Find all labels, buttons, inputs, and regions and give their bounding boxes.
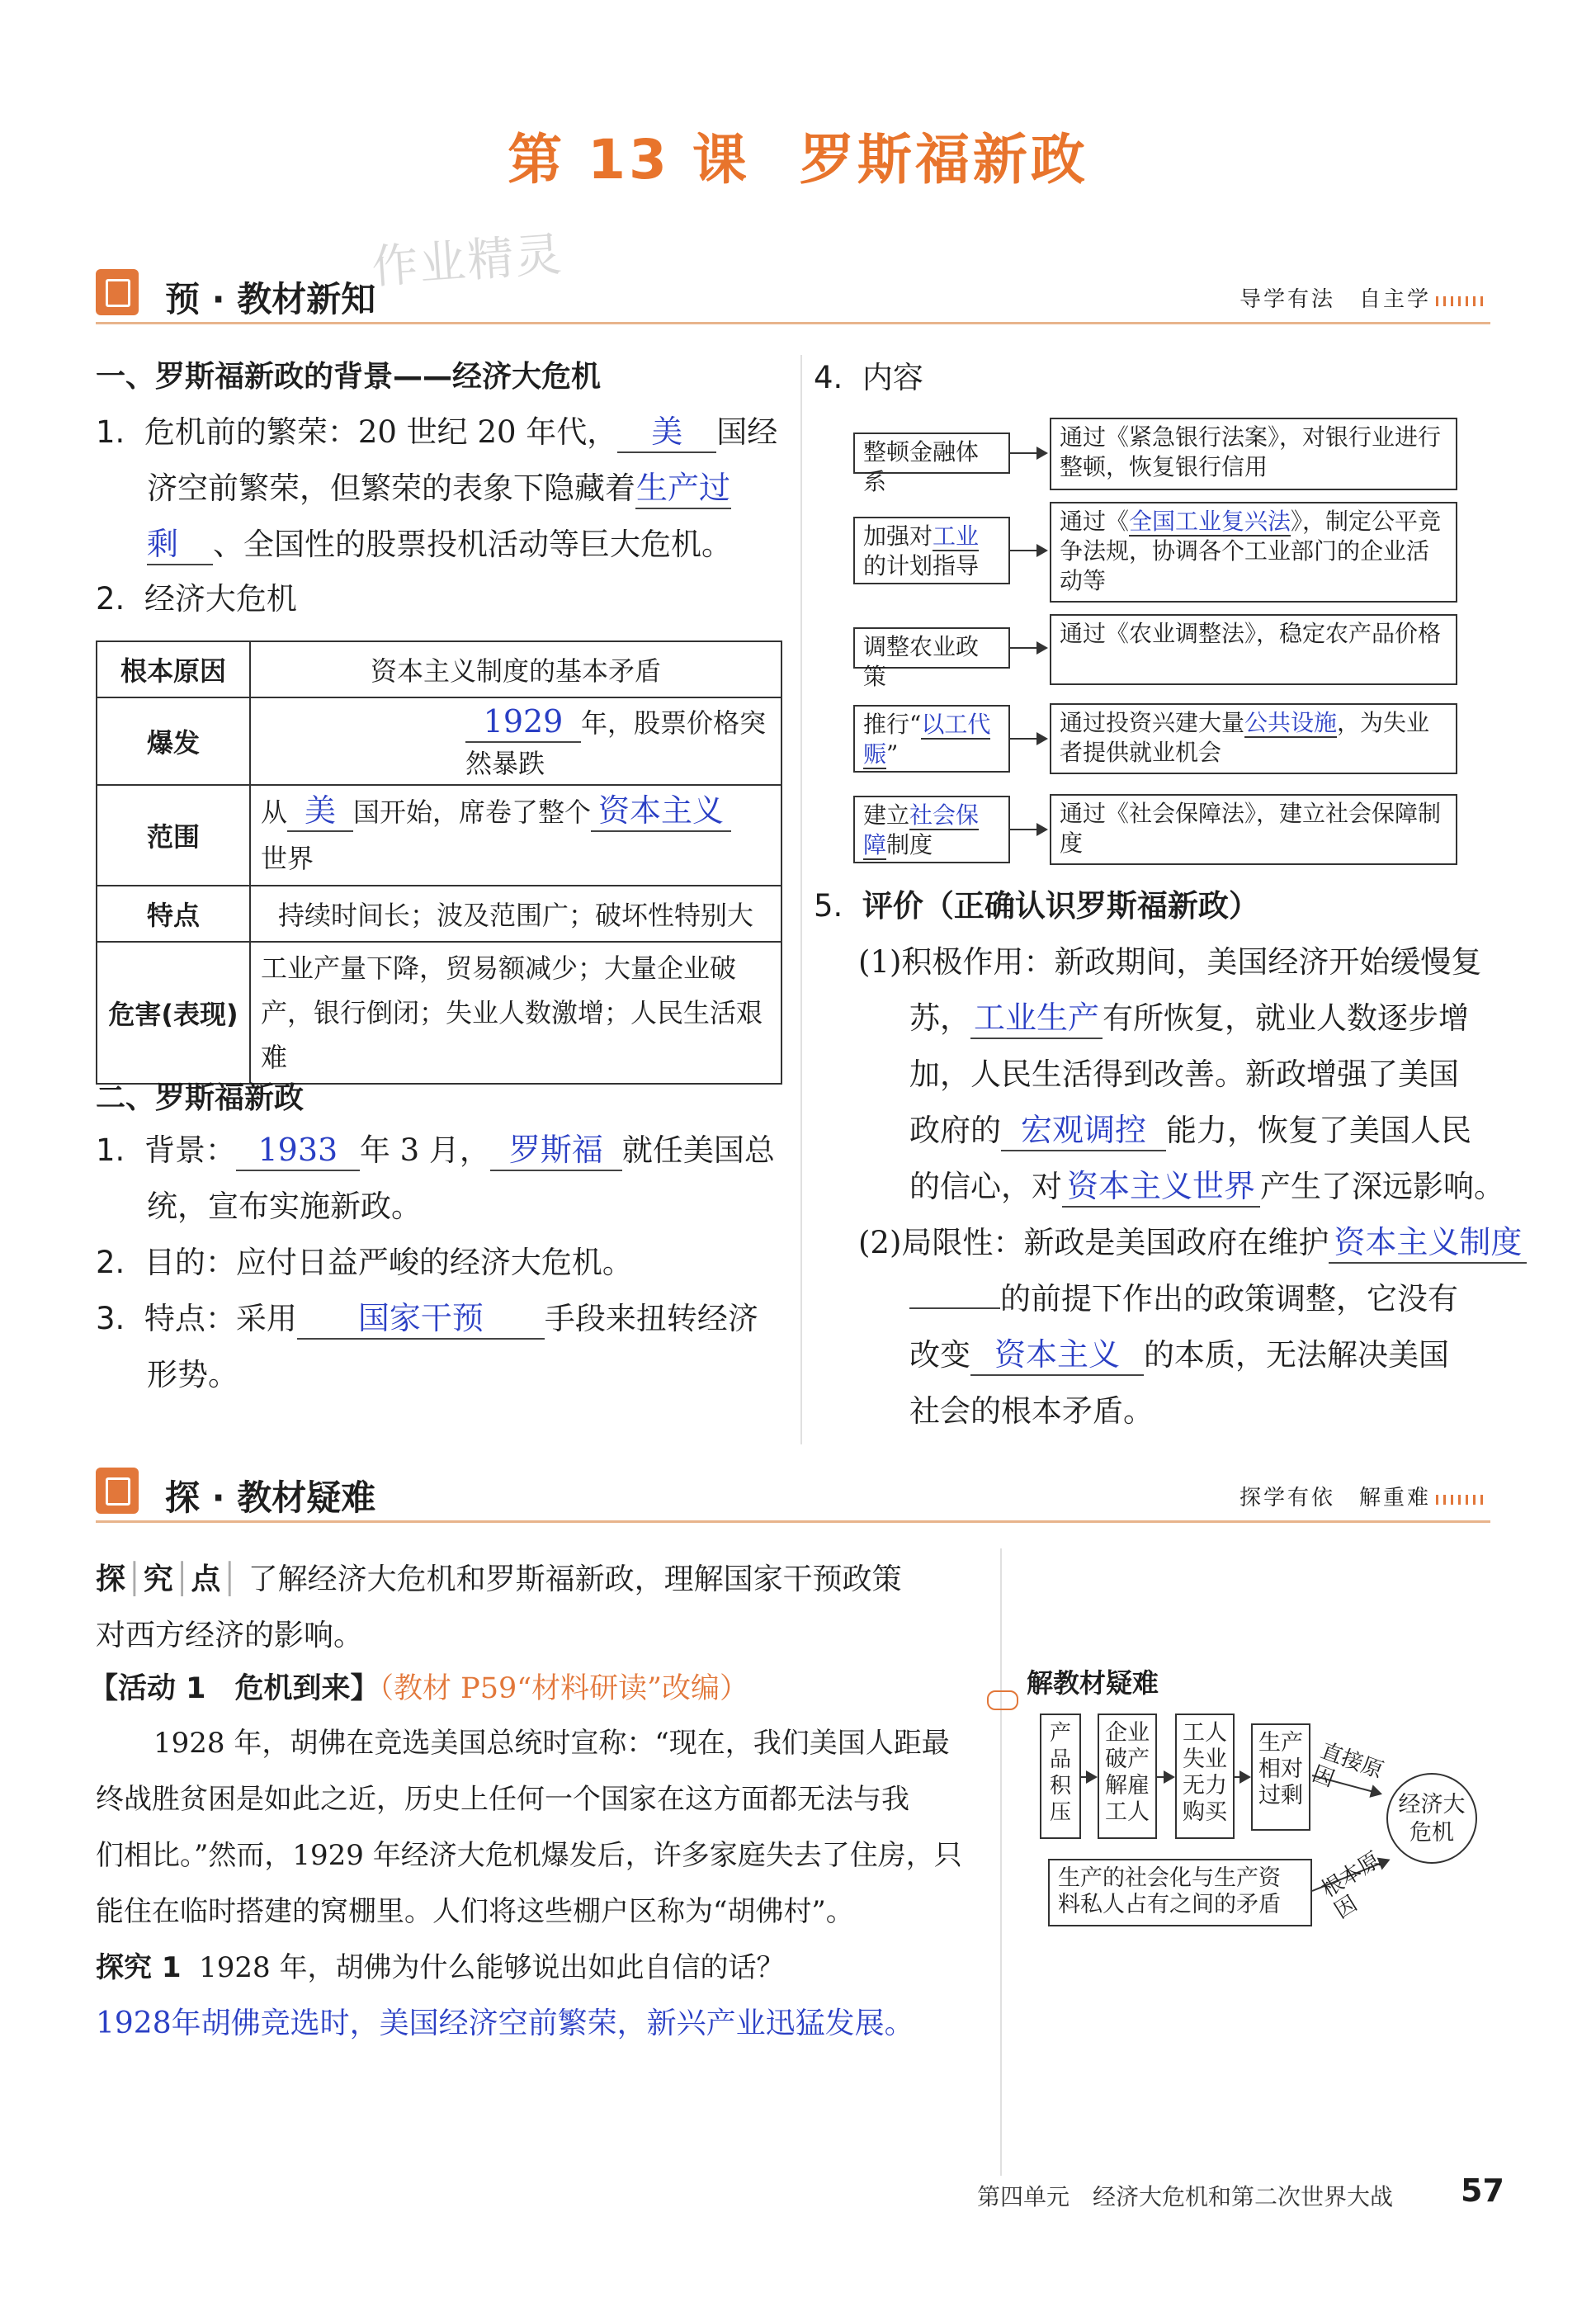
heading-new-deal: 二、罗斯福新政 [96,1081,305,1115]
section-title: 预 · 教材新知 [165,279,376,319]
diagram-box-overproduction: 生产相对过剩 [1251,1723,1310,1831]
item-crisis: 2. 经济大危机 [96,581,297,617]
diagram-box-overstock: 产品积压 [1040,1714,1081,1839]
flow-left-5: 建立社会保障制度 [853,796,1010,863]
answer-blank: 资本主义制度 [1329,1222,1527,1264]
answer-blank: 宏观调控 [1001,1110,1166,1151]
diagram-arrow [1235,1776,1249,1778]
flow-arrow [1010,452,1046,454]
page-number: 57 [1461,2172,1504,2209]
heading-content: 4. 内容 [814,360,923,395]
flow-left-2: 加强对工业 的计划指导 [853,517,1010,584]
diagram-label-direct: 直接原因 [1309,1738,1386,1793]
answer-blank: 国家干预 [297,1298,545,1340]
column-divider-2 [1000,1548,1002,2176]
activity-title: 【活动 1 危机到来】（教材 P59“材料研读”改编） [89,1672,749,1705]
flow-right-5: 通过《社会保障法》，建立社会保障制度 [1050,794,1457,865]
answer-blank: 美 [617,412,716,453]
flow-right-1: 通过《紧急银行法案》，对银行业进行整顿，恢复银行信用 [1050,418,1457,490]
flow-right-3: 通过《农业调整法》，稳定农产品价格 [1050,614,1457,685]
diagram-arrow [1081,1776,1096,1778]
flow-arrow [1010,550,1046,551]
diagram-center: 经济大危机 [1386,1773,1477,1864]
section-subtitle: 探学有依 解重难 [1239,1481,1485,1511]
diagram-box-unemployment: 工人失业无力购买 [1175,1714,1235,1839]
book-icon [96,1468,139,1514]
heading-background: 一、罗斯福新政的背景——经济大危机 [96,360,602,394]
diagram-label-root: 根本原因 [1317,1847,1386,1924]
flow-arrow [1010,647,1046,649]
activity-paragraph: 1928 年，胡佛在竞选美国总统时宣称：“现在，我们美国人距最 终战胜贫困是如此之近，历史上任何一个国家在这方面都无法与我 们相比。”然而，1929 年经济大危机爆发后，许多家庭失去了住房，只 能住在临时搭建的窝棚里。人们将这些棚户区称为“胡佛村”。 探究 1 1928 年，胡佛为什么能够说出如此自信的话？ 1928年胡佛竞选时，美国经济空前繁荣，新兴产业迅猛发展。 [96,1727,962,2040]
column-divider [800,355,802,1444]
book-icon [96,269,139,315]
answer-blank: 1933 [236,1130,360,1171]
crisis-table: 根本原因 资本主义制度的基本矛盾 爆发 1929 年，股票价格突然暴跌 范围 从 美 国开始，席卷了整个 资本主义 世界 特点 持续时间长；波及范围广；破坏性特别大 危害(表现) 工业产量下降，贸易额减少；大量企业破产，银行倒闭；失业人数激增；人民生活艰难 [96,641,782,1085]
flow-arrow [1010,738,1046,740]
flow-arrow [1010,829,1046,830]
answer-blank: 罗斯福 [490,1130,622,1171]
flow-right-4: 通过投资兴建大量公共设施，为失业者提供就业机会 [1050,703,1457,774]
answer-blank: 剩 [147,524,213,565]
evaluation-text: (1)积极作用：新政期间，美国经济开始缓慢复 苏， 工业生产 有所恢复，就业人数逐步增 加，人民生活得到改善。新政增强了美国 政府的 宏观调控 能力，恢复了美国人民 的信心，对 资本主义世界 产生了深远影响。 (2)局限性：新政是美国政府在维护 资本主义制度 的前提下作出的政策调整，它没有 改变 资本主义 的本质，无法解决美国 社会的根本矛盾。 [858,934,1584,1439]
flow-left-1: 整顿金融体系 [853,433,1010,474]
heading-evaluation: 5. 评价（正确认识罗斯福新政） [814,888,1259,924]
key-point: 探│究│点│ 了解经济大危机和罗斯福新政，理解国家干预政策 对西方经济的影响。 [96,1562,902,1652]
flow-left-3: 调整农业政策 [853,627,1010,669]
footer-unit: 第四单元 经济大危机和第二次世界大战 [977,2183,1394,2210]
section-header-explore [96,1463,1490,1523]
flow-right-2: 通过《全国工业复兴法》，制定公平竞争法规，协调各个工业部门的企业活动等 [1050,502,1457,603]
page-title: 第 13 课 罗斯福新政 [508,128,1088,191]
answer-blank: 资本主义 [970,1335,1144,1376]
item-background: 1. 背景： 1933 年 3 月， 罗斯福 就任美国总 统，宣布实施新政。 2. 目的：应付日益严峻的经济大危机。 3. 特点：采用 国家干预 手段来扭转经济 形势。 [96,1132,775,1392]
link-icon [987,1690,1018,1710]
item-prosperity: 1. 危机前的繁荣：20 世纪 20 年代， 美 国经 济空前繁荣，但繁荣的表象下隐藏着生产过 剩 、全国性的股票投机活动等巨大危机。 [96,404,789,573]
section-title: 探 · 教材疑难 [165,1477,376,1518]
diagram-box-bankrupt: 企业破产解雇工人 [1098,1714,1157,1839]
answer-blank: 资本主义世界 [1062,1166,1260,1208]
diagram-arrow [1157,1776,1173,1778]
answer-blank: 生产过 [635,468,731,509]
answer-blank: 工业生产 [970,998,1103,1039]
flow-left-4: 推行“以工代赈” [853,705,1010,773]
section-subtitle: 导学有法 自主学 [1239,282,1485,313]
diagram-box-root: 生产的社会化与生产资料私人占有之间的矛盾 [1048,1859,1312,1926]
diagram-title: 解教材疑难 [1027,1667,1159,1699]
watermark: 作业精灵 [370,227,565,295]
section-header-preview [96,264,1490,324]
